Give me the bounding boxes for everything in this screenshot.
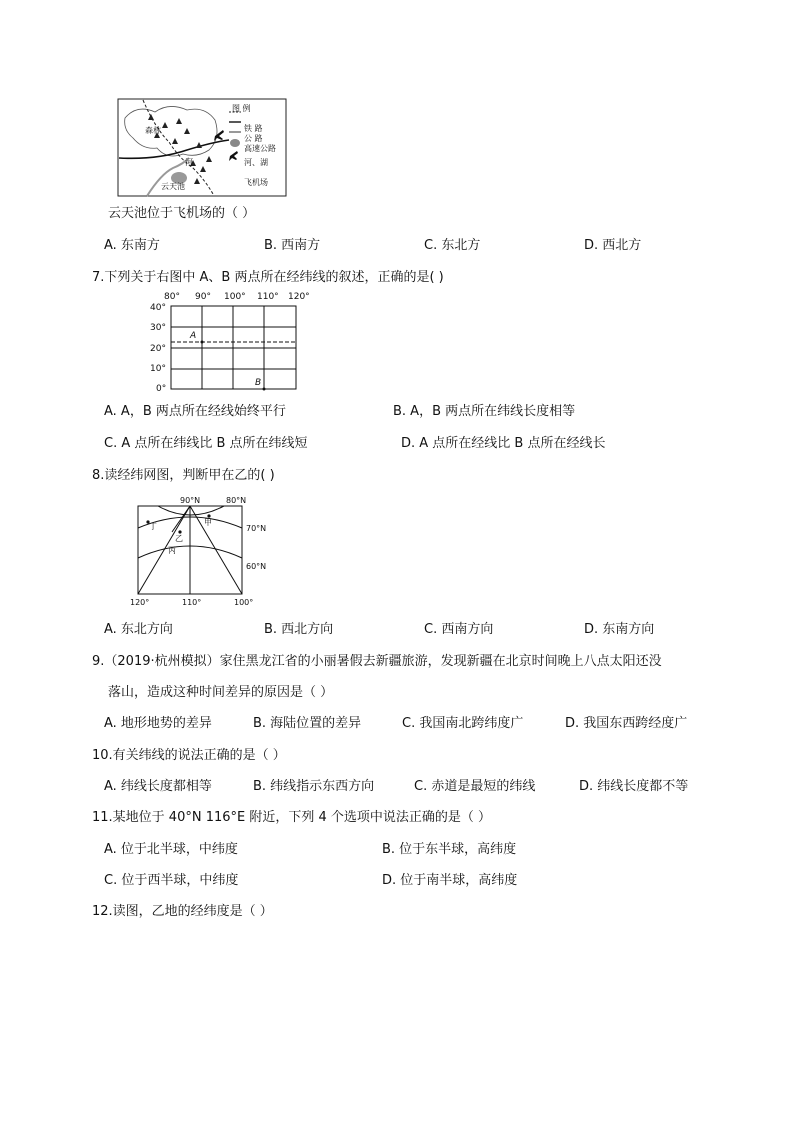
q6-map-figure	[117, 98, 287, 198]
q10-option-b[interactable]: B. 纬线指示东西方向	[253, 779, 375, 794]
q7-option-d[interactable]: D. A 点所在经线比 B 点所在经线长	[401, 436, 606, 451]
q9-stem-line1: 9.（2019·杭州模拟）家住黑龙江省的小丽暑假去新疆旅游，发现新疆在北京时间晚上八点太阳还没	[92, 654, 662, 669]
q8-label-60n: 60°N	[246, 562, 267, 571]
q8-option-d[interactable]: D. 东南方向	[584, 622, 655, 637]
q11-option-d[interactable]: D. 位于南半球，高纬度	[382, 873, 518, 888]
q8-point-jia: 甲	[204, 518, 212, 527]
q7-grid-svg	[140, 290, 320, 398]
q8-stem: 8.读经纬网图，判断甲在乙的( )	[92, 468, 275, 483]
q7-lat-10: 10°	[150, 364, 166, 374]
q11-stem: 11.某地位于 40°N 116°E 附近，下列 4 个选项中说法正确的是（ ）	[92, 810, 492, 825]
q9-option-b[interactable]: B. 海陆位置的差异	[253, 716, 362, 731]
q8-label-120: 120°	[130, 598, 150, 607]
q8-label-110: 110°	[182, 598, 202, 607]
q6-option-c[interactable]: C. 东北方	[424, 238, 481, 253]
q7-grid-figure	[140, 290, 320, 398]
q8-label-80n: 80°N	[226, 496, 247, 505]
q7-point-b: B	[255, 378, 262, 388]
q8-point-ding: 丁	[149, 522, 157, 531]
q8-point-yi: 乙	[175, 534, 183, 543]
legend-highway: 高速公路	[244, 144, 276, 153]
q8-option-b[interactable]: B. 西北方向	[264, 622, 334, 637]
legend-river-lake: 河、湖	[244, 158, 268, 167]
q10-option-d[interactable]: D. 纬线长度都不等	[579, 779, 689, 794]
q8-label-70n: 70°N	[246, 524, 267, 533]
q8-option-c[interactable]: C. 西南方向	[424, 622, 494, 637]
q6-option-a[interactable]: A. 东南方	[104, 238, 160, 253]
q8-label-90n: 90°N	[180, 496, 201, 505]
q7-lat-40: 40°	[150, 303, 166, 313]
legend-road: 公 路	[244, 134, 263, 143]
q7-stem: 7.下列关于右图中 A、B 两点所在经纬线的叙述，正确的是( )	[92, 270, 444, 285]
q10-stem: 10.有关纬线的说法正确的是（ ）	[92, 748, 286, 763]
q9-option-a[interactable]: A. 地形地势的差异	[104, 716, 212, 731]
q7-lon-110: 110°	[257, 292, 279, 302]
map-label-tianchi: 云天池	[161, 182, 185, 191]
q11-option-c[interactable]: C. 位于西半球，中纬度	[104, 873, 239, 888]
q7-lat-0: 0°	[156, 384, 167, 394]
q12-stem: 12.读图，乙地的经纬度是（ ）	[92, 904, 273, 919]
q7-option-c[interactable]: C. A 点所在纬线比 B 点所在纬线短	[104, 436, 308, 451]
q9-option-c[interactable]: C. 我国南北跨纬度广	[402, 716, 524, 731]
q7-lat-30: 30°	[150, 323, 166, 333]
q10-option-c[interactable]: C. 赤道是最短的纬线	[414, 779, 536, 794]
q8-grid-figure	[128, 494, 278, 608]
map-label-river: 河	[185, 158, 193, 167]
q7-lon-80: 80°	[164, 292, 180, 302]
q11-option-a[interactable]: A. 位于北半球，中纬度	[104, 842, 238, 857]
q7-lon-100: 100°	[224, 292, 246, 302]
q10-option-a[interactable]: A. 纬线长度都相等	[104, 779, 212, 794]
legend-railway: 铁 路	[244, 124, 263, 133]
q7-lon-120: 120°	[288, 292, 310, 302]
legend-airport: 飞机场	[244, 178, 268, 187]
map-label-forest: 森林	[145, 126, 161, 135]
legend-title: 图 例	[232, 104, 251, 113]
q7-lat-20: 20°	[150, 344, 166, 354]
q9-stem-line2: 落山，造成这种时间差异的原因是（ ）	[108, 685, 334, 700]
q8-grid-svg	[128, 494, 278, 608]
q7-lon-90: 90°	[195, 292, 211, 302]
q9-option-d[interactable]: D. 我国东西跨经度广	[565, 716, 688, 731]
q7-option-b[interactable]: B. A，B 两点所在纬线长度相等	[393, 404, 576, 419]
q7-point-a: A	[190, 331, 197, 341]
q6-option-d[interactable]: D. 西北方	[584, 238, 642, 253]
q6-option-b[interactable]: B. 西南方	[264, 238, 321, 253]
q11-option-b[interactable]: B. 位于东半球，高纬度	[382, 842, 517, 857]
q7-option-a[interactable]: A. A，B 两点所在经线始终平行	[104, 404, 286, 419]
q6-stem: 云天池位于飞机场的（ ）	[108, 206, 256, 221]
q8-option-a[interactable]: A. 东北方向	[104, 622, 173, 637]
q8-label-100: 100°	[234, 598, 254, 607]
q8-point-bing: 丙	[168, 546, 176, 555]
